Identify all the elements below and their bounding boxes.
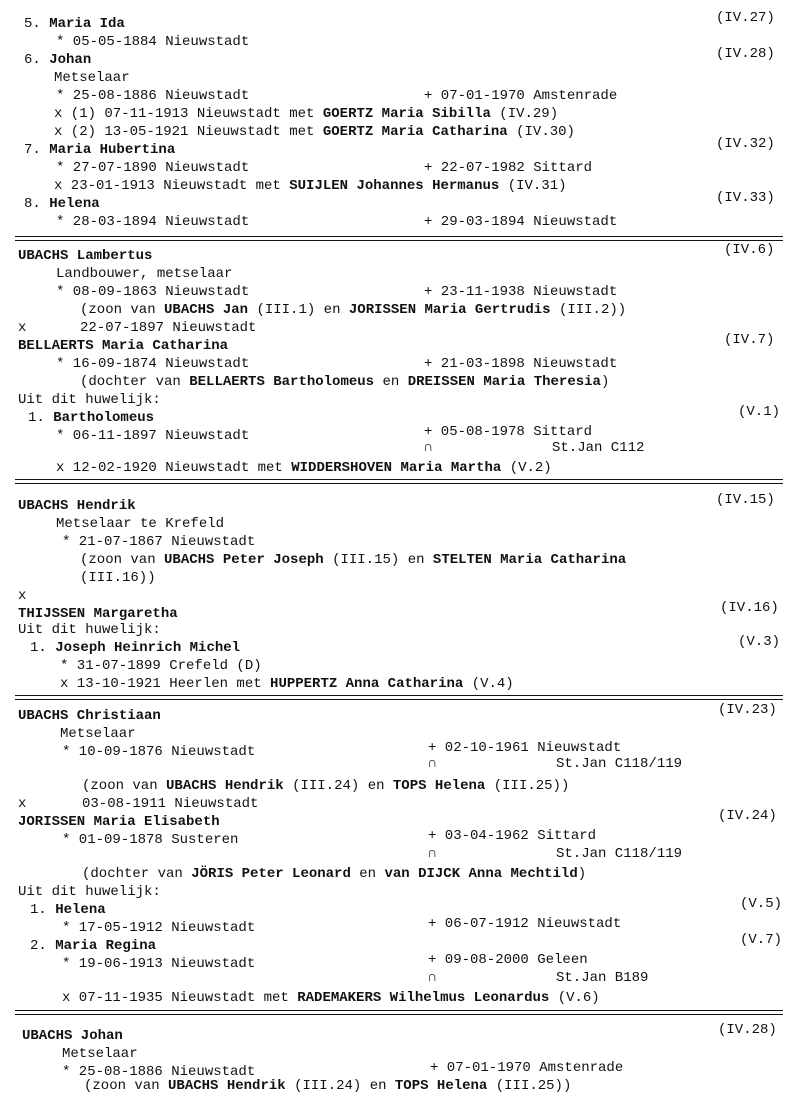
occupation: Metselaar	[62, 1046, 138, 1062]
death-line: + 23-11-1938 Nieuwstadt	[424, 284, 618, 300]
ref-code: (IV.33)	[716, 190, 775, 206]
section-divider	[15, 240, 783, 241]
birth-line: * 31-07-1899 Crefeld (D)	[60, 658, 262, 674]
burial-symbol: ∩	[428, 970, 437, 986]
burial-place: St.Jan B189	[556, 970, 649, 986]
death-line: + 29-03-1894 Nieuwstadt	[424, 214, 618, 230]
birth-line: * 21-07-1867 Nieuwstadt	[62, 534, 256, 550]
occupation: Landbouwer, metselaar	[56, 266, 233, 282]
marriage-date: 22-07-1897 Nieuwstadt	[80, 320, 257, 336]
marriage-line: x (1) 07-11-1913 Nieuwstadt met GOERTZ Maria Sibilla (IV.29)	[54, 106, 559, 122]
child-entry-5: 5. Maria Ida	[24, 16, 125, 32]
parents-line: (zoon van UBACHS Jan (III.1) en JORISSEN Maria Gertrudis (III.2))	[80, 302, 627, 318]
ref-code: (IV.23)	[718, 702, 777, 718]
ref-code: (IV.16)	[720, 600, 779, 616]
burial-symbol: ∩	[424, 440, 433, 456]
death-line: + 07-01-1970 Amstenrade	[430, 1060, 624, 1076]
birth-line: * 01-09-1878 Susteren	[62, 832, 239, 848]
ref-code: (IV.7)	[724, 332, 775, 348]
parents-line: (zoon van UBACHS Hendrik (III.24) en TOPS Helena (III.25))	[84, 1078, 572, 1094]
marriage-date: 03-08-1911 Nieuwstadt	[82, 796, 259, 812]
parents-line: (zoon van UBACHS Hendrik (III.24) en TOPS Helena (III.25))	[82, 778, 570, 794]
burial-place: St.Jan C112	[552, 440, 645, 456]
death-line: + 09-08-2000 Geleen	[428, 952, 588, 968]
marriage-line: x 23-01-1913 Nieuwstadt met SUIJLEN Johannes Hermanus (IV.31)	[54, 178, 567, 194]
birth-line: * 28-03-1894 Nieuwstadt	[56, 214, 250, 230]
death-line: + 22-07-1982 Sittard	[424, 160, 593, 176]
birth-line: * 17-05-1912 Nieuwstadt	[62, 920, 256, 936]
ref-code: (IV.15)	[716, 492, 775, 508]
head-of-family: UBACHS Johan	[22, 1028, 123, 1044]
spouse-name: BELLAERTS Maria Catharina	[18, 338, 229, 354]
spouse-name: JORISSEN Maria Elisabeth	[18, 814, 220, 830]
death-line: + 21-03-1898 Nieuwstadt	[424, 356, 618, 372]
ref-code: (IV.24)	[718, 808, 777, 824]
marriage-line: x 07-11-1935 Nieuwstadt met RADEMAKERS Wilhelmus Leonardus (V.6)	[62, 990, 600, 1006]
parents-line-cont: (III.16))	[80, 570, 156, 586]
burial-symbol: ∩	[428, 846, 437, 862]
parents-line: (dochter van BELLAERTS Bartholomeus en DREISSEN Maria Theresia)	[80, 374, 610, 390]
birth-line: * 25-08-1886 Nieuwstadt	[56, 88, 250, 104]
ref-code: (V.1)	[738, 404, 781, 420]
section-divider	[15, 479, 783, 480]
death-line: + 03-04-1962 Sittard	[428, 828, 597, 844]
section-divider	[15, 1010, 783, 1011]
section-divider	[15, 236, 783, 237]
section-divider	[15, 699, 783, 700]
marriage-symbol: x	[18, 588, 27, 604]
marriage-line: x 12-02-1920 Nieuwstadt met WIDDERSHOVEN Maria Martha (V.2)	[56, 460, 552, 476]
birth-line: * 27-07-1890 Nieuwstadt	[56, 160, 250, 176]
birth-line: * 16-09-1874 Nieuwstadt	[56, 356, 250, 372]
children-heading: Uit dit huwelijk:	[18, 392, 161, 408]
child-entry-7: 7. Maria Hubertina	[24, 142, 176, 158]
marriage-line: x (2) 13-05-1921 Nieuwstadt met GOERTZ Maria Catharina (IV.30)	[54, 124, 575, 140]
section-divider	[15, 483, 783, 484]
child-entry-8: 8. Helena	[24, 196, 100, 212]
death-line: + 02-10-1961 Nieuwstadt	[428, 740, 622, 756]
spouse-name: THIJSSEN Margaretha	[18, 606, 178, 622]
marriage-symbol: x	[18, 320, 27, 336]
ref-code: (IV.28)	[718, 1022, 777, 1038]
birth-line: * 06-11-1897 Nieuwstadt	[56, 428, 250, 444]
child-entry-2: 2. Maria Regina	[30, 938, 157, 954]
ref-code: (V.5)	[740, 896, 783, 912]
head-of-family: UBACHS Christiaan	[18, 708, 161, 724]
child-entry-1: 1. Bartholomeus	[28, 410, 155, 426]
birth-line: * 10-09-1876 Nieuwstadt	[62, 744, 256, 760]
burial-place: St.Jan C118/119	[556, 846, 683, 862]
children-heading: Uit dit huwelijk:	[18, 884, 161, 900]
ref-code: (IV.32)	[716, 136, 775, 152]
parents-line: (dochter van JÖRIS Peter Leonard en van DIJCK Anna Mechtild)	[82, 866, 587, 882]
birth-line: * 05-05-1884 Nieuwstadt	[56, 34, 250, 50]
marriage-line: x 13-10-1921 Heerlen met HUPPERTZ Anna Catharina (V.4)	[60, 676, 514, 692]
ref-code: (V.3)	[738, 634, 781, 650]
burial-symbol: ∩	[428, 756, 437, 772]
death-line: + 05-08-1978 Sittard	[424, 424, 593, 440]
marriage-symbol: x	[18, 796, 27, 812]
burial-place: St.Jan C118/119	[556, 756, 683, 772]
section-divider	[15, 695, 783, 696]
ref-code: (V.7)	[740, 932, 783, 948]
children-heading: Uit dit huwelijk:	[18, 622, 161, 638]
child-entry-6: 6. Johan	[24, 52, 92, 68]
death-line: + 07-01-1970 Amstenrade	[424, 88, 618, 104]
occupation: Metselaar	[54, 70, 130, 86]
ref-code: (IV.27)	[716, 10, 775, 26]
ref-code: (IV.6)	[724, 242, 775, 258]
section-divider	[15, 1014, 783, 1015]
head-of-family: UBACHS Hendrik	[18, 498, 136, 514]
birth-line: * 25-08-1886 Nieuwstadt	[62, 1064, 256, 1080]
child-entry-1: 1. Joseph Heinrich Michel	[30, 640, 241, 656]
death-line: + 06-07-1912 Nieuwstadt	[428, 916, 622, 932]
birth-line: * 19-06-1913 Nieuwstadt	[62, 956, 256, 972]
occupation: Metselaar	[60, 726, 136, 742]
occupation: Metselaar te Krefeld	[56, 516, 225, 532]
ref-code: (IV.28)	[716, 46, 775, 62]
birth-line: * 08-09-1863 Nieuwstadt	[56, 284, 250, 300]
parents-line: (zoon van UBACHS Peter Joseph (III.15) en STELTEN Maria Catharina	[80, 552, 627, 568]
head-of-family: UBACHS Lambertus	[18, 248, 153, 264]
child-entry-1: 1. Helena	[30, 902, 106, 918]
